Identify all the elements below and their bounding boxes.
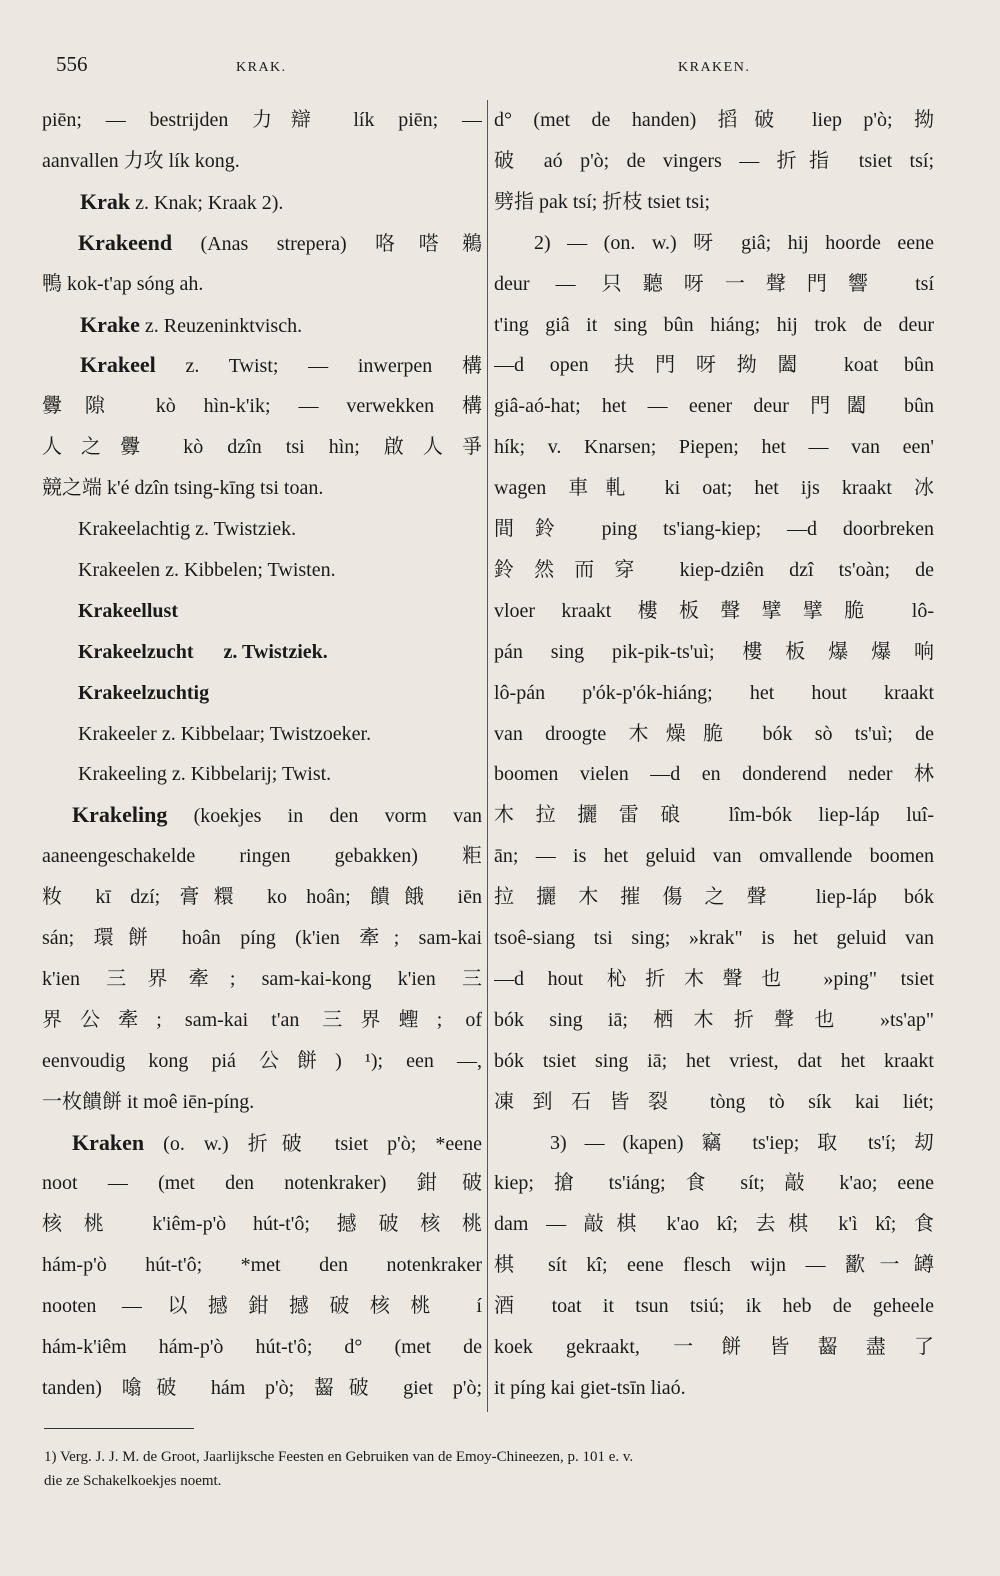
text-line: hám-k'iêm hám-p'ò hút-t'ô; d° (met de bbox=[42, 1336, 482, 1358]
text-line: 破 aó p'ò; de vingers — 折指 tsiet tsí; bbox=[494, 149, 934, 172]
text-line: 酒 toat it tsun tsiú; ik heb de geheele bbox=[494, 1295, 934, 1318]
text-line: 棋 sít kî; eene flesch wijn — 歠一罇 bbox=[494, 1254, 934, 1277]
text-line: dam — 敲棋 k'ao kî; 去棋 k'ì kî; 食 bbox=[494, 1213, 934, 1236]
text-line: kiep; 搶 ts'iáng; 食 sít; 敲 k'ao; eene bbox=[494, 1172, 934, 1195]
text-line: 3) — (kapen) 竊 ts'iep; 取 ts'í; 刧 bbox=[550, 1131, 934, 1154]
text-line: tsoê-siang tsi sing; »krak" is het geluid van bbox=[494, 927, 934, 949]
text-line: t'ing giâ it sing bûn hiáng; hij trok de deur bbox=[494, 313, 934, 336]
text-line: lô-pán p'ók-p'ók-hiáng; het hout kraakt bbox=[494, 681, 934, 704]
text-line: 籹 kī dzí; 膏糫 ko hoân; 饋餓 iēn bbox=[42, 886, 482, 909]
text-line: koek gekraakt, 一餅皆齧盡了 bbox=[494, 1336, 934, 1358]
column-divider bbox=[487, 100, 488, 1412]
text-line: Krakeend (Anas strepera) 咯嗒鵜 bbox=[78, 229, 482, 255]
text-line: Krakeeling z. Kibbelarij; Twist. bbox=[78, 763, 332, 786]
text-line: Krakeellust bbox=[78, 599, 178, 622]
text-line: giâ-aó-hat; het — eener deur 門闔 bûn bbox=[494, 395, 934, 418]
text-line: 凍到石皆裂 tòng tò sík kai liét; bbox=[494, 1090, 934, 1113]
text-line: 鴨 kok-t'ap sóng ah. bbox=[42, 272, 204, 295]
text-line: Krakeelzuchtig bbox=[78, 681, 210, 704]
text-line: Krakeelen z. Kibbelen; Twisten. bbox=[78, 558, 336, 581]
text-line: Krakeelzucht z. Twistziek. bbox=[78, 640, 328, 663]
footnote-rule bbox=[44, 1428, 194, 1429]
text-line: k'ien 三界牽; sam-kai-kong k'ien 三 bbox=[42, 967, 482, 990]
text-line: 拉攦木摧傷之聲 liep-láp bók bbox=[494, 886, 934, 909]
text-line: bók tsiet sing iā; het vriest, dat het kraakt bbox=[494, 1049, 934, 1072]
text-line: 劈指 pak tsí; 折枝 tsiet tsi; bbox=[494, 190, 711, 213]
text-line: it píng kai giet-tsīn liaó. bbox=[494, 1376, 686, 1399]
text-line: noot — (met den notenkraker) 鉗破 bbox=[42, 1172, 482, 1195]
text-line: Kraken (o. w.) 折破 tsiet p'ò; *eene bbox=[72, 1129, 482, 1155]
text-line: vloer kraakt 樓板聲擘擘脆 lô- bbox=[494, 599, 934, 622]
text-line: Krakeelachtig z. Twistziek. bbox=[78, 518, 297, 540]
text-line: eenvoudig kong piá 公餅) ¹); een —, bbox=[42, 1049, 482, 1072]
text-line: 競之端 k'é dzîn tsing-kīng tsi toan. bbox=[42, 477, 324, 500]
text-line: 木拉攦雷硠 lîm-bók liep-láp luî- bbox=[494, 804, 934, 827]
text-line: aanvallen 力攻 lík kong. bbox=[42, 149, 240, 172]
text-line: pán sing pik-pik-ts'uì; 樓板爆爆响 bbox=[494, 640, 934, 663]
text-line: boomen vielen —d en donderend neder 林 bbox=[494, 763, 934, 786]
text-line: hám-p'ò hút-t'ô; *met den notenkraker bbox=[42, 1254, 482, 1277]
text-line: Krake z. Reuzeninktvisch. bbox=[80, 311, 303, 337]
text-line: Krak z. Knak; Kraak 2). bbox=[80, 188, 284, 214]
text-line: aaneengeschakelde ringen gebakken) 粔 bbox=[42, 845, 482, 868]
text-line: van droogte 木燥脆 bók sò ts'uì; de bbox=[494, 722, 934, 745]
text-line: d° (met de handen) 搯破 liep p'ò; 拗 bbox=[494, 109, 934, 131]
text-line: piēn; — bestrijden 力辯 lík piēn; — bbox=[42, 109, 482, 131]
text-line: wagen 車軋 ki oat; het ijs kraakt 冰 bbox=[494, 477, 934, 500]
page-number: 556 bbox=[56, 52, 88, 76]
text-line: —d hout 杺折木聲也 »ping" tsiet bbox=[494, 967, 934, 990]
text-line: nooten — 以撼鉗撼破核桃 í bbox=[42, 1295, 482, 1318]
text-line: 間鈴 ping ts'iang-kiep; —d doorbreken bbox=[494, 518, 934, 540]
text-line: Krakeel z. Twist; — inwerpen 構 bbox=[80, 352, 482, 378]
left-running-head: KRAK. bbox=[236, 60, 287, 75]
text-line: bók sing iā; 栖木折聲也 »ts'ap" bbox=[494, 1008, 934, 1031]
text-line: ān; — is het geluid van omvallende boomen bbox=[494, 845, 934, 868]
text-line: 一枚饋餅 it moê iēn-píng. bbox=[42, 1090, 255, 1113]
text-line: 核桃 k'iêm-p'ò hút-t'ô; 撼破核桃 bbox=[42, 1213, 482, 1236]
text-line: 2) — (on. w.) 呀 giâ; hij hoorde eene bbox=[534, 231, 934, 254]
text-line: 人之釁 kò dzîn tsi hìn; 啟人爭 bbox=[42, 436, 482, 459]
footnote-line: die ze Schakelkoekjes noemt. bbox=[44, 1473, 222, 1489]
text-line: sán; 環餅 hoân píng (k'ien 牽; sam-kai bbox=[42, 927, 482, 949]
right-running-head: KRAKEN. bbox=[678, 60, 751, 75]
text-line: deur — 只聽呀一聲門響 tsí bbox=[494, 272, 934, 295]
text-line: tanden) 噏破 hám p'ò; 齧破 giet p'ò; bbox=[42, 1376, 482, 1399]
text-line: —d open 抉門呀拗闔 koat bûn bbox=[494, 354, 934, 377]
text-line: hík; v. Knarsen; Piepen; het — van een' bbox=[494, 436, 934, 459]
text-line: Krakeling (koekjes in den vorm van bbox=[72, 802, 482, 828]
text-line: 界公牽; sam-kai t'an 三界蟶; of bbox=[42, 1008, 482, 1031]
text-line: Krakeeler z. Kibbelaar; Twistzoeker. bbox=[78, 722, 372, 745]
footnote-line: 1) Verg. J. J. M. de Groot, Jaarlijksche Feesten en Gebruiken van de Emoy-Chineezen, p. 101 e. v. bbox=[44, 1449, 634, 1465]
text-line: 釁隙 kò hìn-k'ik; — verwekken 構 bbox=[42, 395, 482, 418]
text-line: 鈴然而穿 kiep-dziên dzî ts'oàn; de bbox=[494, 558, 934, 581]
